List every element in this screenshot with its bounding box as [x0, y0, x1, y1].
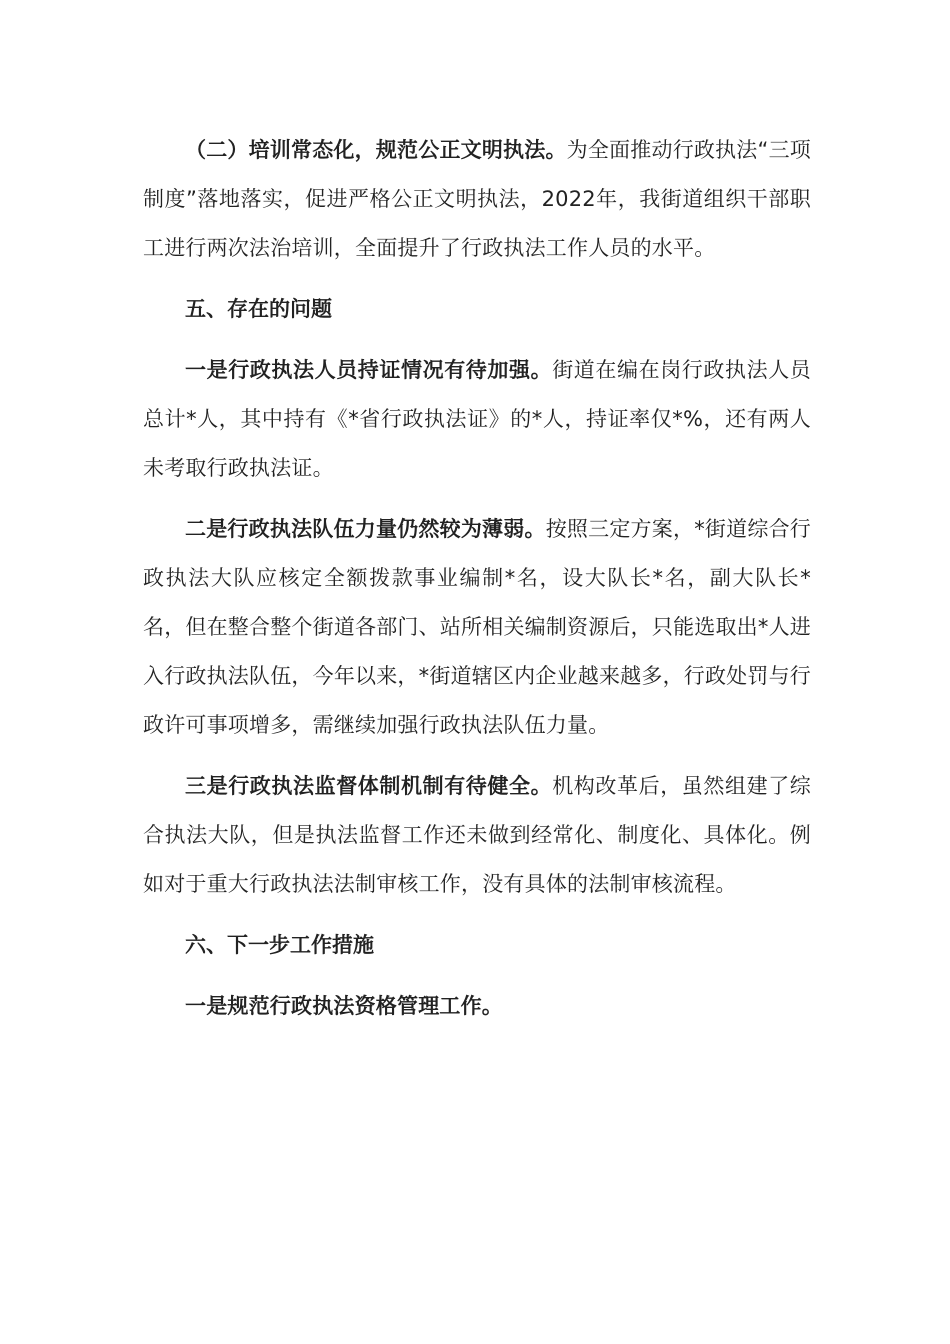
section-heading-next-steps: 六、下一步工作措施: [185, 933, 374, 957]
paragraph-next-1: [143, 982, 811, 1031]
paragraph-text: 街道在编在岗行政执法人员总计*人，其中持有《*省行政执法证》的*人，持证率仅*%，还有两人未考取行政执法证。: [143, 358, 811, 480]
paragraph-text: 机构改革后，虽然组建了综合执法大队，但是执法监督工作还未做到经常化、制度化、具体化。例如对于重大行政执法法制审核工作，没有具体的法制审核流程。: [143, 774, 811, 896]
paragraph-problem-3: [143, 762, 811, 909]
paragraph-lead: 一是规范行政执法资格管理工作。: [185, 994, 503, 1018]
paragraph-lead: （二）培训常态化，规范公正文明执法。: [185, 138, 567, 162]
paragraph-problem-1: [143, 346, 811, 493]
paragraph-problem-2: [143, 505, 811, 750]
paragraph-text: 为全面推动行政执法“三项制度”落地落实，促进严格公正文明执法，2022年，我街道组织干部职工进行两次法治培训，全面提升了行政执法工作人员的水平。: [143, 138, 811, 260]
paragraph-lead: 二是行政执法队伍力量仍然较为薄弱。: [185, 517, 546, 541]
paragraph-training: [143, 126, 811, 273]
section-heading-problems: 五、存在的问题: [185, 297, 332, 321]
paragraph-lead: 一是行政执法人员持证情况有待加强。: [185, 358, 553, 382]
paragraph-text: 按照三定方案，*街道综合行政执法大队应核定全额拨款事业编制*名，设大队长*名，副大队长*名，但在整合整个街道各部门、站所相关编制资源后，只能选取出*人进入行政执法队伍，今年以来，*街道辖区内企业越来越多，行政处罚与行政许可事项增多，需继续加强行政执法队伍力量。: [143, 517, 811, 737]
paragraph-lead: 三是行政执法监督体制机制有待健全。: [185, 774, 553, 798]
document-body: [143, 126, 811, 1043]
